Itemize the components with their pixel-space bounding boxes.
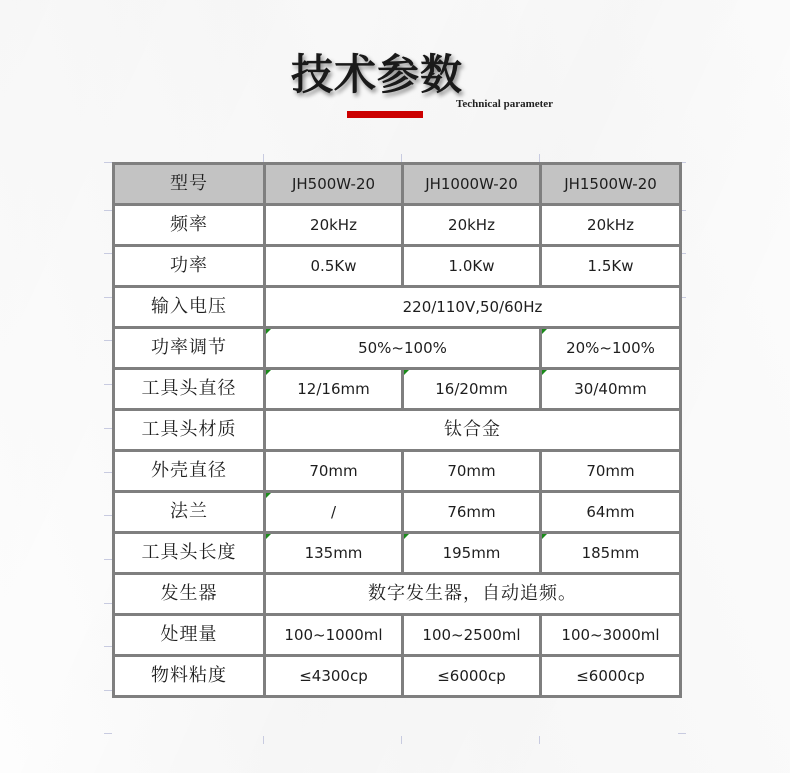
table-header-row	[114, 164, 681, 205]
row-label: 功率	[114, 246, 265, 287]
table-row-power-adjustment	[114, 328, 681, 369]
table-cell: 30/40mm	[541, 369, 681, 410]
table-row-capacity	[114, 615, 681, 656]
table-cell: 1.5Kw	[541, 246, 681, 287]
table-row-housing-diameter	[114, 451, 681, 492]
table-cell: 20kHz	[541, 205, 681, 246]
cell-note-marker-icon	[266, 370, 271, 375]
table-row-tool-head-length	[114, 533, 681, 574]
table-row-tool-head-material	[114, 410, 681, 451]
table-cell: /	[265, 492, 403, 533]
title-accent-bar	[347, 111, 423, 118]
table-cell: 100~1000ml	[265, 615, 403, 656]
table-cell: 76mm	[403, 492, 541, 533]
table-cell: 70mm	[403, 451, 541, 492]
table-cell: 70mm	[541, 451, 681, 492]
row-label: 发生器	[114, 574, 265, 615]
row-label: 外壳直径	[114, 451, 265, 492]
table-cell-merged: 钛合金	[265, 410, 681, 451]
header-cell-jh1500w: JH1500W-20	[541, 164, 681, 205]
table-cell: 0.5Kw	[265, 246, 403, 287]
cell-note-marker-icon	[404, 534, 409, 539]
table-cell: 100~2500ml	[403, 615, 541, 656]
table-cell: 20%~100%	[541, 328, 681, 369]
table-cell: 16/20mm	[403, 369, 541, 410]
table-cell-merged: 220/110V,50/60Hz	[265, 287, 681, 328]
cell-note-marker-icon	[266, 534, 271, 539]
cell-note-marker-icon	[542, 370, 547, 375]
technical-parameter-table	[112, 162, 682, 698]
table-cell-merged: 50%~100%	[265, 328, 541, 369]
cell-note-marker-icon	[266, 329, 271, 334]
row-label: 处理量	[114, 615, 265, 656]
table-cell: 1.0Kw	[403, 246, 541, 287]
table-row-flange	[114, 492, 681, 533]
table-cell: ≤4300cp	[265, 656, 403, 697]
table-cell: 64mm	[541, 492, 681, 533]
page-title: 技术参数	[291, 50, 464, 99]
table-cell: 185mm	[541, 533, 681, 574]
table-row-power	[114, 246, 681, 287]
table-cell: 12/16mm	[265, 369, 403, 410]
table-cell: 20kHz	[403, 205, 541, 246]
row-label: 频率	[114, 205, 265, 246]
table-row-viscosity	[114, 656, 681, 697]
table-row-input-voltage	[114, 287, 681, 328]
table-cell: 135mm	[265, 533, 403, 574]
table-cell: 100~3000ml	[541, 615, 681, 656]
row-label: 工具头材质	[114, 410, 265, 451]
table-cell-merged: 数字发生器，自动追频。	[265, 574, 681, 615]
cell-note-marker-icon	[266, 493, 271, 498]
row-label: 法兰	[114, 492, 265, 533]
cell-note-marker-icon	[404, 370, 409, 375]
header-cell-jh500w: JH500W-20	[265, 164, 403, 205]
table-cell: ≤6000cp	[541, 656, 681, 697]
table-cell: 195mm	[403, 533, 541, 574]
header-cell-jh1000w: JH1000W-20	[403, 164, 541, 205]
page-subtitle: Technical parameter	[456, 98, 554, 110]
cell-note-marker-icon	[542, 329, 547, 334]
table-row-tool-head-diameter	[114, 369, 681, 410]
table-cell: ≤6000cp	[403, 656, 541, 697]
row-label: 输入电压	[114, 287, 265, 328]
table-row-frequency	[114, 205, 681, 246]
header-cell-model: 型号	[114, 164, 265, 205]
cell-note-marker-icon	[542, 534, 547, 539]
table-row-generator	[114, 574, 681, 615]
row-label: 工具头直径	[114, 369, 265, 410]
table-cell: 20kHz	[265, 205, 403, 246]
row-label: 工具头长度	[114, 533, 265, 574]
row-label: 功率调节	[114, 328, 265, 369]
row-label: 物料粘度	[114, 656, 265, 697]
table-cell: 70mm	[265, 451, 403, 492]
